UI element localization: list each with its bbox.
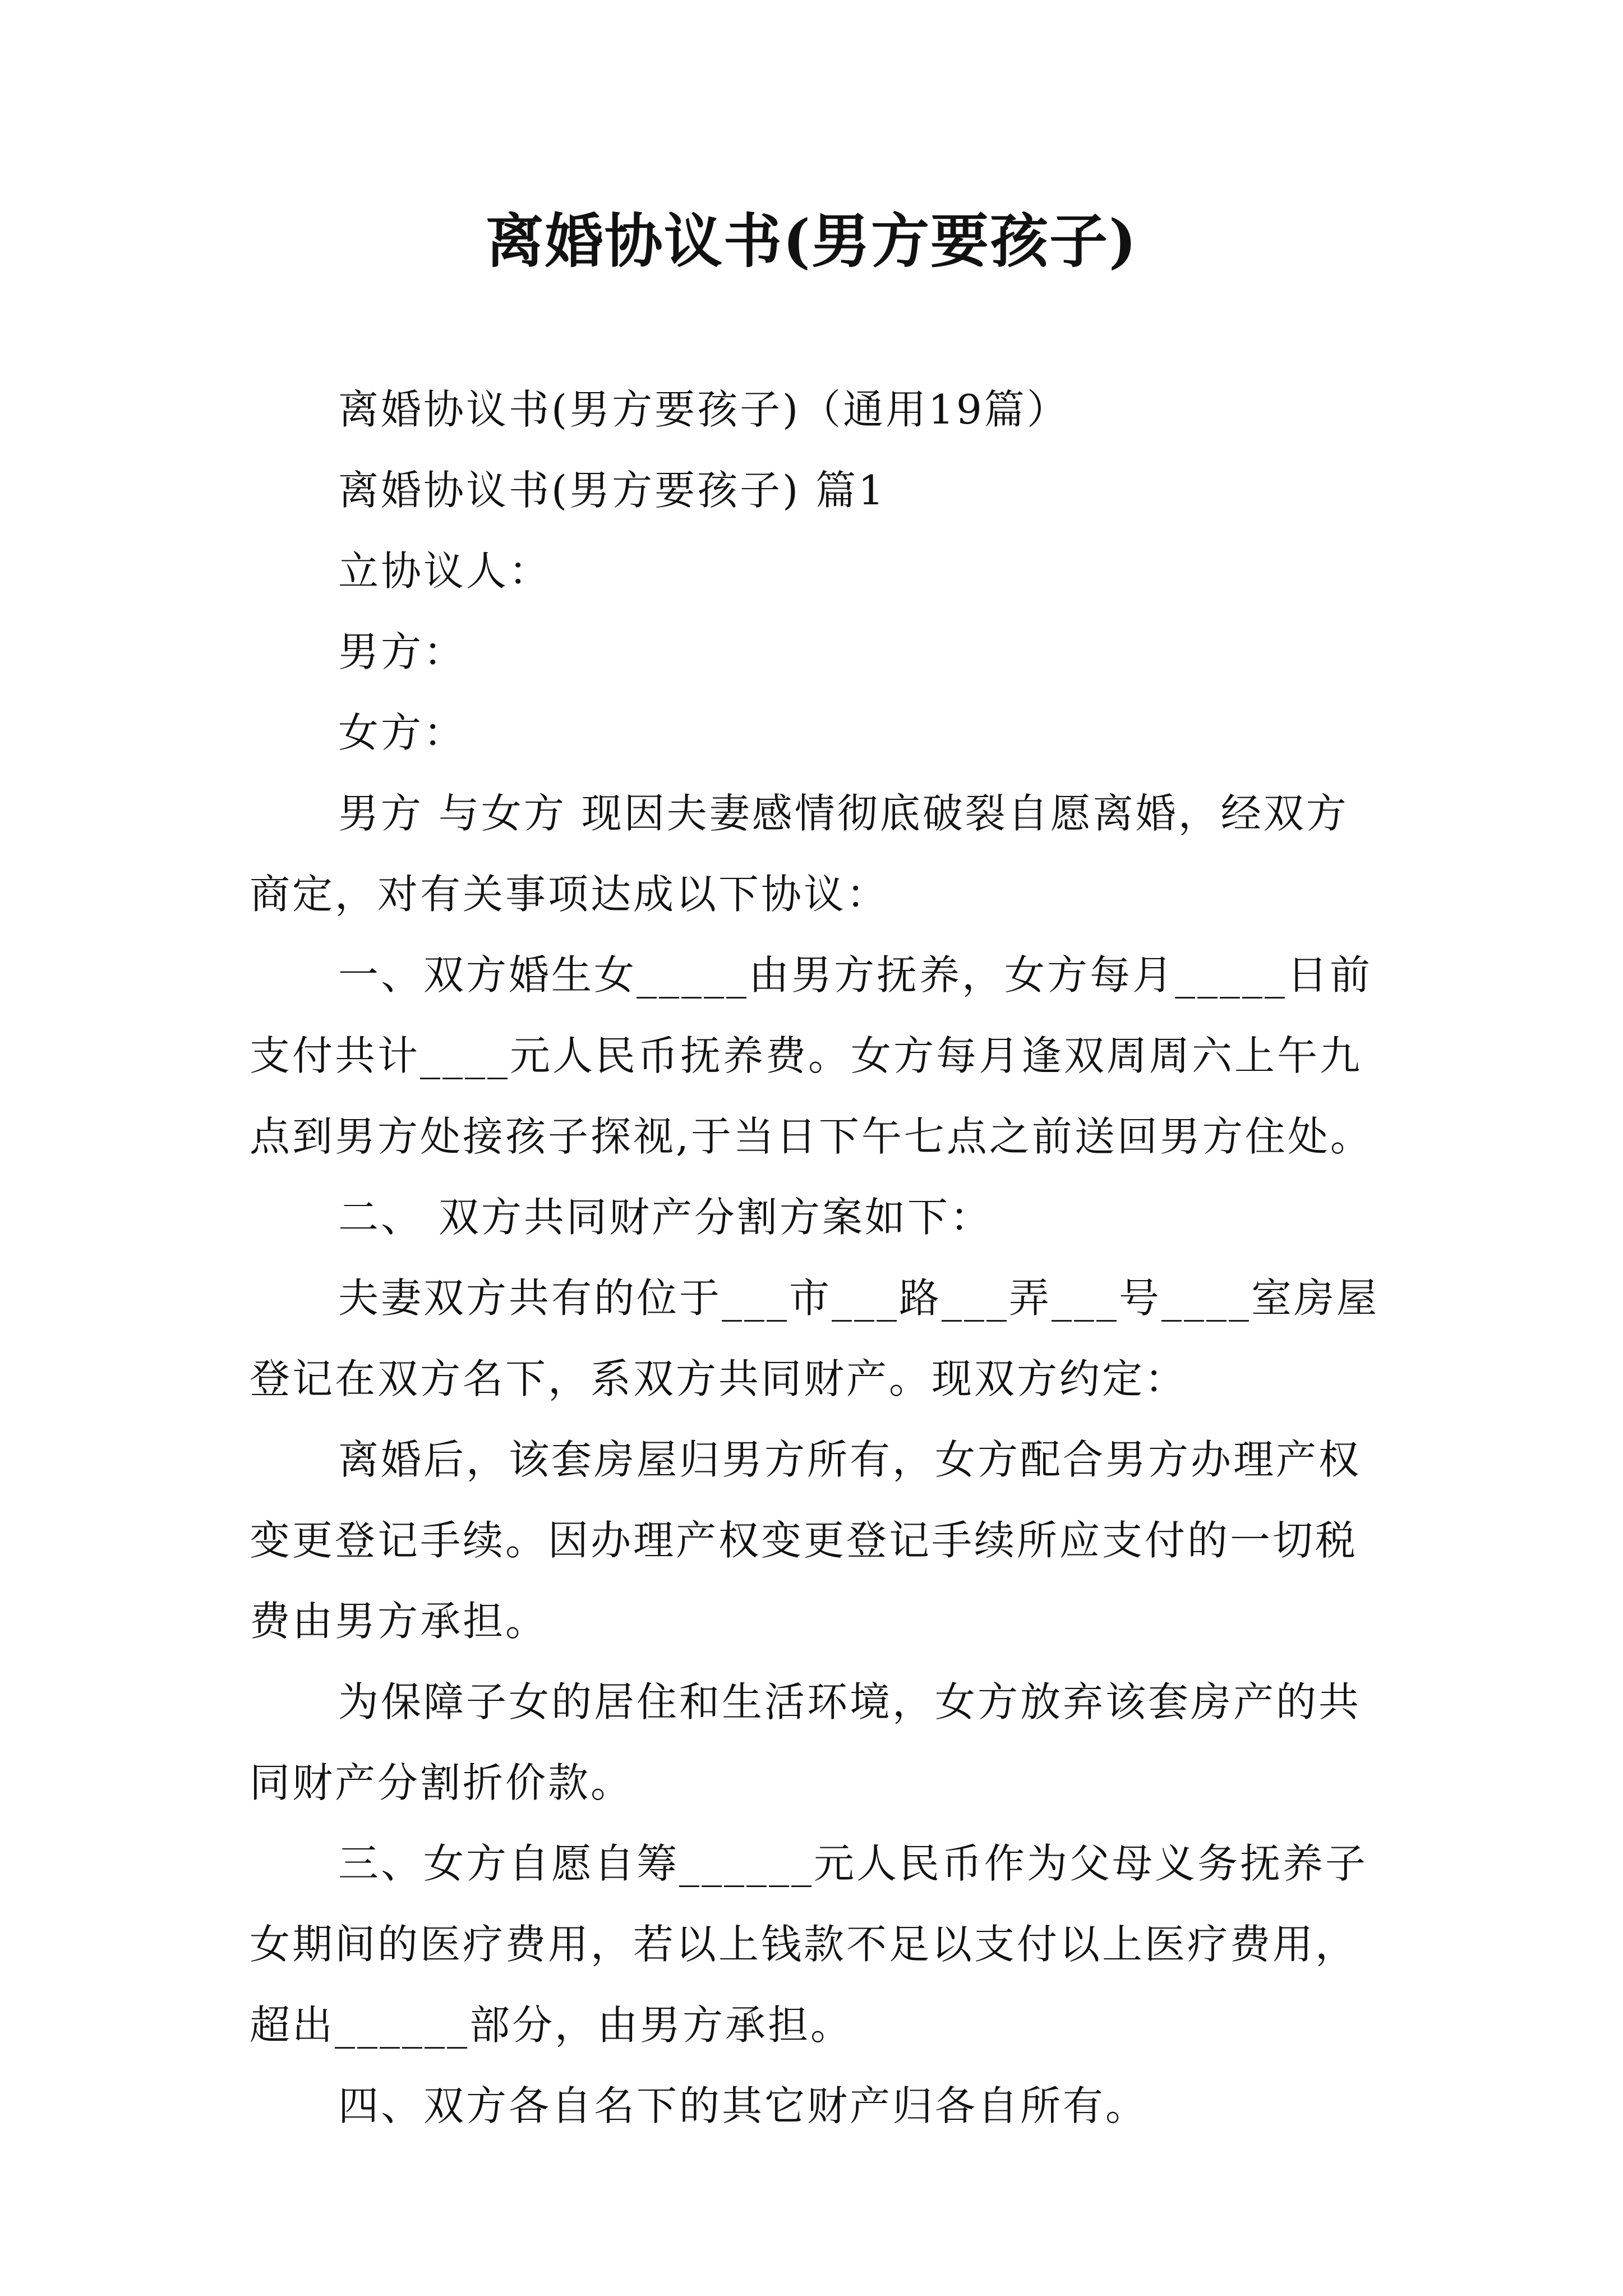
party-label: 立协议人： bbox=[338, 547, 552, 595]
clause-line: 一、双方婚生女_____由男方抚养，女方每月_____日前 bbox=[338, 951, 1373, 999]
paragraph-line: 夫妻双方共有的位于___市___路___弄___号____室房屋 bbox=[338, 1274, 1380, 1322]
paragraph-line: 为保障子女的居住和生活环境，女方放弃该套房产的共 bbox=[338, 1678, 1362, 1726]
section-heading: 离婚协议书(男方要孩子) 篇1 bbox=[338, 467, 886, 514]
clause-line: 支付共计____元人民币抚养费。女方每月逢双周周六上午九 bbox=[250, 1032, 1363, 1079]
paragraph-line: 同财产分割折价款。 bbox=[250, 1759, 634, 1806]
document-title: 离婚协议书(男方要孩子) bbox=[485, 206, 1138, 275]
clause-line: 女期间的医疗费用，若以上钱款不足以支付以上医疗费用， bbox=[250, 1921, 1358, 1968]
party-female-field: 女方： bbox=[338, 709, 467, 756]
clause-line: 二、 双方共同财产分割方案如下： bbox=[338, 1194, 993, 1241]
paragraph-line: 登记在双方名下，系双方共同财产。现双方约定： bbox=[250, 1355, 1188, 1402]
paragraph-line: 离婚后，该套房屋归男方所有，女方配合男方办理产权 bbox=[338, 1436, 1362, 1483]
clause-line: 点到男方处接孩子探视,于当日下午七点之前送回男方住处。 bbox=[250, 1113, 1373, 1160]
clause-line: 四、双方各自名下的其它财产归各自所有。 bbox=[338, 2082, 1149, 2129]
paragraph-line: 商定，对有关事项达成以下协议： bbox=[250, 871, 889, 918]
clause-line: 超出______部分，由男方承担。 bbox=[250, 2001, 854, 2049]
paragraph-line: 费由男方承担。 bbox=[250, 1598, 548, 1645]
paragraph-line: 变更登记手续。因办理产权变更登记手续所应支付的一切税 bbox=[250, 1517, 1358, 1564]
subtitle-line: 离婚协议书(男方要孩子)（通用19篇） bbox=[338, 386, 1069, 433]
paragraph-line: 男方 与女方 现因夫妻感情彻底破裂自愿离婚，经双方 bbox=[338, 790, 1349, 837]
clause-line: 三、女方自愿自筹______元人民币作为父母义务抚养子 bbox=[338, 1840, 1368, 1887]
party-male-field: 男方： bbox=[338, 628, 467, 675]
document-body bbox=[250, 369, 1385, 2146]
